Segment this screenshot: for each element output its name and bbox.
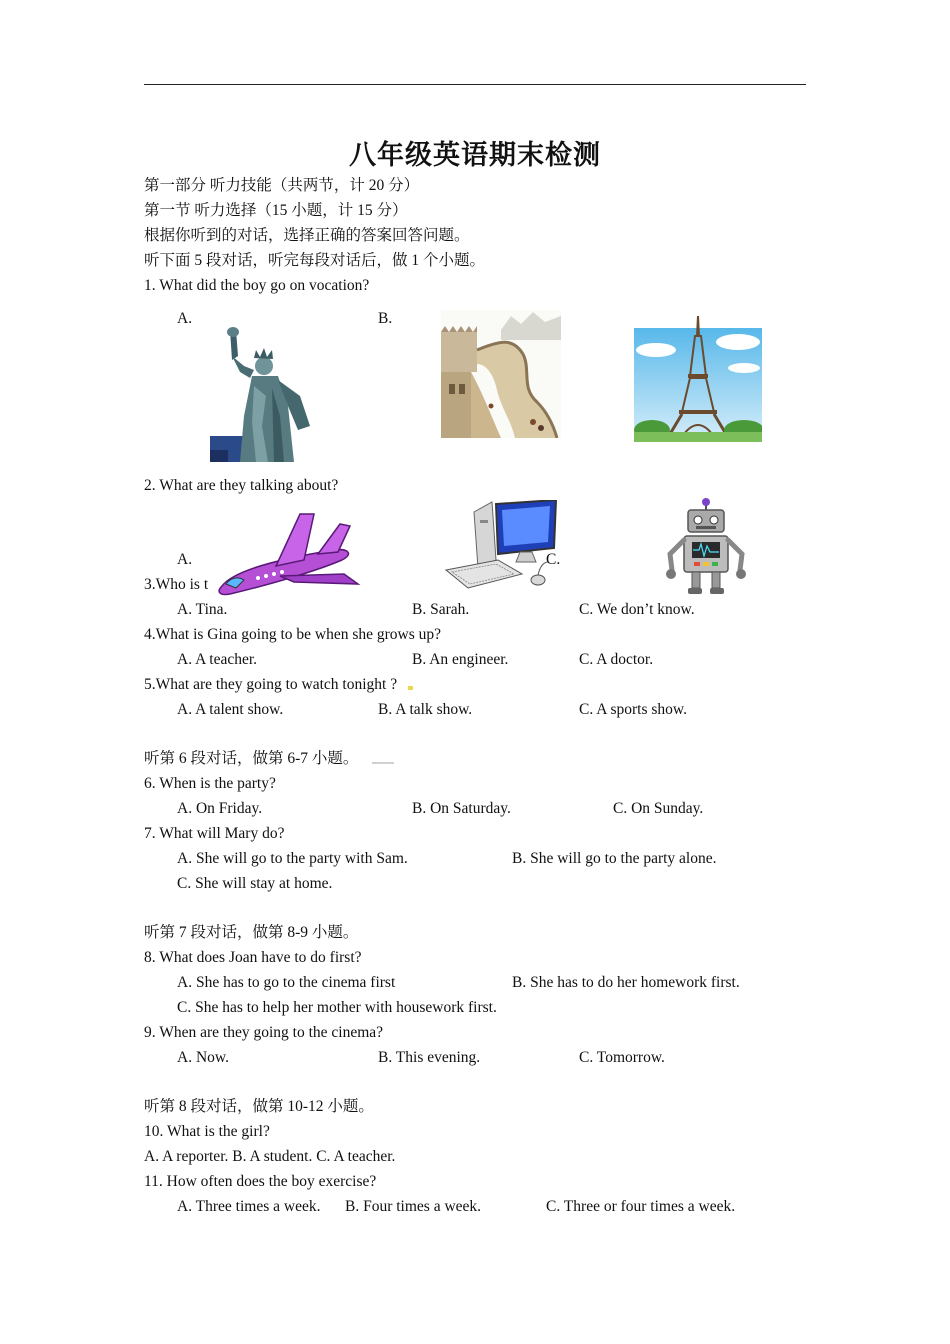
q3-option-a: A. Tina. xyxy=(177,601,228,618)
q2-option-a-label: A. xyxy=(177,551,193,568)
airplane-image xyxy=(214,510,362,598)
q1-option-a-label: A. xyxy=(177,310,193,327)
faint-mark xyxy=(372,762,394,764)
group-instruction-1: 听下面 5 段对话，听完每段对话后，做 1 个小题。 xyxy=(144,252,486,269)
q9-option-c: C. Tomorrow. xyxy=(579,1049,665,1066)
q7-option-a: A. She will go to the party with Sam. xyxy=(177,850,408,867)
q9-option-a: A. Now. xyxy=(177,1049,229,1066)
q8-option-c: C. She has to help her mother with housework first. xyxy=(177,999,497,1016)
q10-question: 10. What is the girl? xyxy=(144,1123,270,1140)
computer-image xyxy=(444,500,561,592)
q4-option-b: B. An engineer. xyxy=(412,651,509,668)
q10-options: A. A reporter. B. A student. C. A teacher. xyxy=(144,1148,396,1165)
eiffel-tower-image xyxy=(634,316,762,442)
q9-question: 9. When are they going to the cinema? xyxy=(144,1024,384,1041)
q3-option-b: B. Sarah. xyxy=(412,601,470,618)
q4-option-a: A. A teacher. xyxy=(177,651,258,668)
q3-question: 3.Who is t xyxy=(144,576,209,593)
section-heading: 第一节 听力选择（15 小题，计 15 分） xyxy=(144,202,408,219)
q5-option-a: A. A talent show. xyxy=(177,701,284,718)
q5-option-c: C. A sports show. xyxy=(579,701,687,718)
q11-option-c: C. Three or four times a week. xyxy=(546,1198,736,1215)
q2-question: 2. What are they talking about? xyxy=(144,477,339,494)
part-heading: 第一部分 听力技能（共两节，计 20 分） xyxy=(144,177,420,194)
header-rule xyxy=(144,84,806,85)
statue-of-liberty-image xyxy=(210,326,322,462)
q2-option-c-label: C. xyxy=(546,551,561,568)
q4-option-c: C. A doctor. xyxy=(579,651,654,668)
q11-option-a: A. Three times a week. xyxy=(177,1198,321,1215)
q6-option-c: C. On Sunday. xyxy=(613,800,704,817)
instruction: 根据你听到的对话，选择正确的答案回答问题。 xyxy=(144,227,470,244)
q6-question: 6. When is the party? xyxy=(144,775,276,792)
q5-question: 5.What are they going to watch tonight ? xyxy=(144,676,398,693)
q7-option-c: C. She will stay at home. xyxy=(177,875,333,892)
robot-image xyxy=(662,498,750,598)
q1-question: 1. What did the boy go on vocation? xyxy=(144,277,370,294)
highlight-mark xyxy=(408,686,413,690)
q8-question: 8. What does Joan have to do first? xyxy=(144,949,362,966)
q8-option-b: B. She has to do her homework first. xyxy=(512,974,740,991)
q5-option-b: B. A talk show. xyxy=(378,701,473,718)
q8-option-a: A. She has to go to the cinema first xyxy=(177,974,396,991)
page-title: 八年级英语期末检测 xyxy=(349,140,601,171)
q9-option-b: B. This evening. xyxy=(378,1049,481,1066)
group-instruction-6: 听第 6 段对话，做第 6-7 小题。 xyxy=(144,750,359,767)
great-wall-image xyxy=(441,310,561,438)
group-instruction-8: 听第 8 段对话，做第 10-12 小题。 xyxy=(144,1098,374,1115)
q11-question: 11. How often does the boy exercise? xyxy=(144,1173,377,1190)
group-instruction-7: 听第 7 段对话，做第 8-9 小题。 xyxy=(144,924,359,941)
q1-option-b-label: B. xyxy=(378,310,393,327)
q7-option-b: B. She will go to the party alone. xyxy=(512,850,717,867)
q4-question: 4.What is Gina going to be when she grows up? xyxy=(144,626,442,643)
q7-question: 7. What will Mary do? xyxy=(144,825,285,842)
q6-option-a: A. On Friday. xyxy=(177,800,263,817)
q11-option-b: B. Four times a week. xyxy=(345,1198,482,1215)
q6-option-b: B. On Saturday. xyxy=(412,800,511,817)
q3-option-c: C. We don’t know. xyxy=(579,601,695,618)
